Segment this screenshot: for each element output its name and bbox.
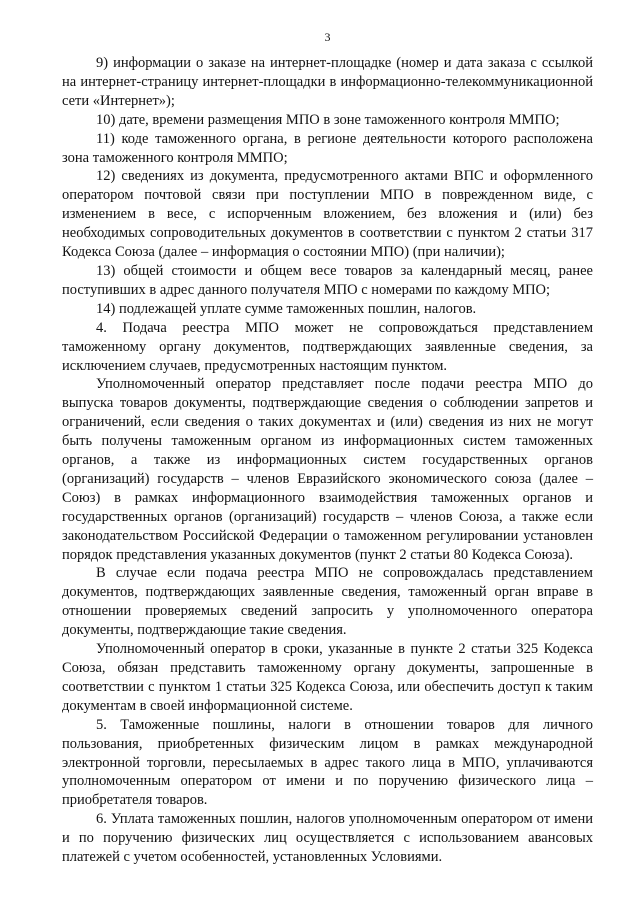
- paragraph: Уполномоченный оператор представляет после подачи реестра МПО до выпуска товаров документы, подтверждающие сведения о соблюдении запретов и ограничений, если сведения о таких документах и (или) сведения из них не могут быть получены таможенным органом из информационных систем таможенных органов, а также из информационных систем государственных органов (организаций) государств – членов Евразийского экономического союза (далее – Союз) в рамках информационного взаимодействия таможенных органов и государственных органов (организаций) государств – членов Союза, а также если законодательством Российской Федерации о таможенном регулировании установлен порядок представления указанных документов (пункт 2 статьи 80 Кодекса Союза).: [62, 376, 593, 563]
- list-item-10: 10) дате, времени размещения МПО в зоне таможенного контроля ММПО;: [96, 111, 560, 128]
- page-number: 3: [324, 30, 331, 44]
- list-item-13: 13) общей стоимости и общем весе товаров за календарный месяц, ранее поступивших в адрес данного получателя МПО с номерами по каждому МПО;: [62, 262, 593, 298]
- paragraph: В случае если подача реестра МПО не сопровождалась представлением документов, подтверждающих заявленные сведения, таможенный орган вправе в отношении проверяемых сведений запросить у уполномоченного оператора документы, подтверждающие такие сведения.: [62, 565, 593, 639]
- list-item-12: 12) сведениях из документа, предусмотренного актами ВПС и оформленного оператором почтовой связи при поступлении МПО в поврежденном виде, с изменением в весе, с испорченным вложением, без вложения и (или) без необходимых сопроводительных документов в соответствии с пунктом 2 статьи 317 Кодекса Союза (далее – информация о состоянии МПО) (при наличии);: [62, 168, 593, 261]
- list-item-11: 11) коде таможенного органа, в регионе деятельности которого расположена зона таможенного контроля ММПО;: [62, 130, 593, 166]
- clause-6: 6. Уплата таможенных пошлин, налогов уполномоченным оператором от имени и по поручению физических лиц осуществляется с использованием авансовых платежей с учетом особенностей, установленных Условиями.: [62, 811, 593, 866]
- list-item-14: 14) подлежащей уплате сумме таможенных пошлин, налогов.: [96, 300, 477, 317]
- clause-4: 4. Подача реестра МПО может не сопровождаться представлением таможенному органу документов, подтверждающих заявленные сведения, за исключением случаев, предусмотренных настоящим пунктом.: [62, 319, 593, 374]
- clause-5: 5. Таможенные пошлины, налоги в отношении товаров для личного пользования, приобретенных физическим лицом в рамках международной электронной торговли, пересылаемых в адрес такого лица в МПО, уплачиваются уполномоченным оператором от имени и по поручению физического лица – приобретателя товаров.: [62, 716, 593, 809]
- list-item-9: 9) информации о заказе на интернет-площадке (номер и дата заказа с ссылкой на интернет-страницу интернет-площадки в информационно-телекоммуникационной сети «Интернет»);: [62, 55, 593, 109]
- paragraph: Уполномоченный оператор в сроки, указанные в пункте 2 статьи 325 Кодекса Союза, обязан представить таможенному органу документы, запрошенные в соответствии с пунктом 1 статьи 325 Кодекса Союза, или обеспечить доступ к таким документам в своей информационной системе.: [62, 641, 593, 714]
